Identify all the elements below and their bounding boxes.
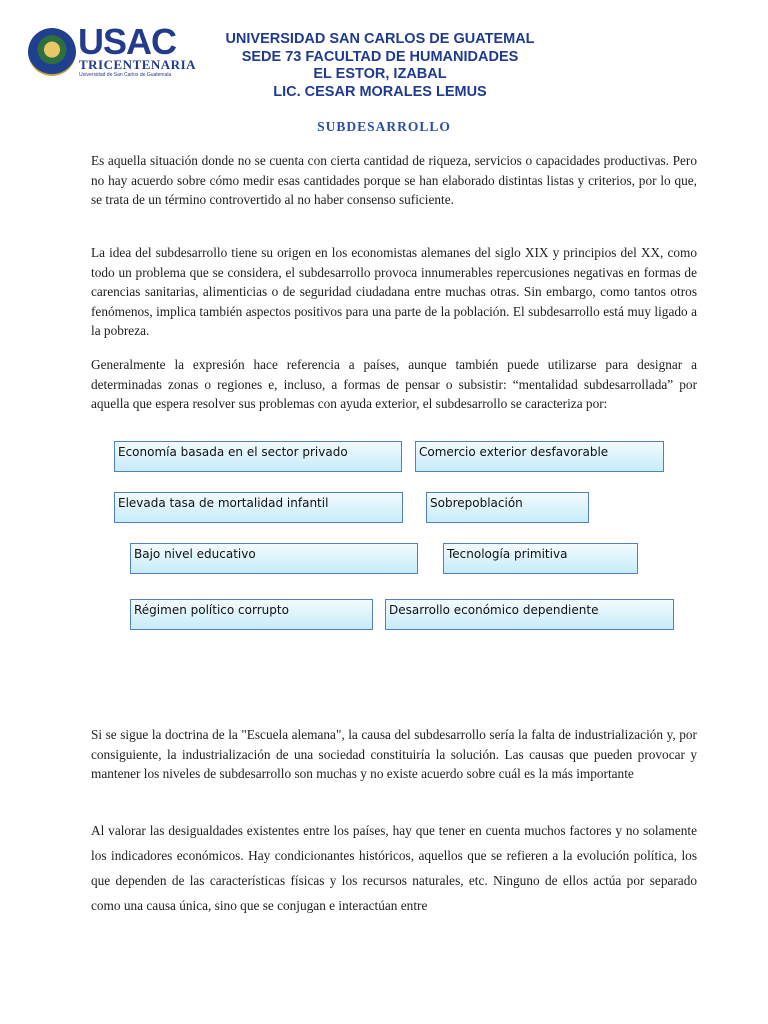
characteristic-box: Economía basada en el sector privado — [114, 441, 402, 472]
paragraph-definition: Es aquella situación donde no se cuenta con cierta cantidad de riqueza, servicios o capacidades productivas. Pero no hay acuerdo sobre cómo medir esas cantidades porque se han elaborado distintas listas y criterios, por lo que, se trata de un término controvertido al no haber consenso suficiente. — [91, 153, 697, 207]
university-seal-icon — [28, 28, 76, 76]
usac-logo — [28, 21, 197, 82]
characteristic-box: Elevada tasa de mortalidad infantil — [114, 492, 403, 523]
characteristic-box: Tecnología primitiva — [443, 543, 638, 574]
document-header — [180, 31, 580, 101]
paragraph-expression: Generalmente la expresión hace referencia a países, aunque también puede utilizarse para designar a determinadas zonas o regiones e, incluso, a formas de pensar o subsistir: “mentalidad subdesarrollada” por aquella que espera resolver sus problemas con ayuda exterior, el subdesarrollo se caracteriza por: — [91, 357, 697, 411]
characteristic-box: Régimen político corrupto — [130, 599, 373, 630]
logo-tagline: Universidad de San Carlos de Guatemala — [79, 72, 172, 78]
logo-name: USAC — [78, 21, 177, 62]
header-faculty: SEDE 73 FACULTAD DE HUMANIDADES — [241, 48, 519, 65]
header-university: UNIVERSIDAD SAN CARLOS DE GUATEMAL — [225, 31, 535, 47]
paragraph-origin: La idea del subdesarrollo tiene su origen en los economistas alemanes del siglo XIX y principios del XX, como todo un problema que se considera, el subdesarrollo provoca innumerables repercusiones negativas en formas de carencias sanitarias, alimenticias o de seguridad ciudadana entre muchas otras. Sin embargo, como tantos otros fenómenos, implica también aspectos positivos para una parte de la población. El subdesarrollo está muy ligado a la pobreza. — [91, 245, 697, 338]
characteristic-box: Desarrollo económico dependiente — [385, 599, 674, 630]
document-title: SUBDESARROLLO — [317, 119, 451, 134]
header-location: EL ESTOR, IZABAL — [313, 66, 447, 82]
header-author: LIC. CESAR MORALES LEMUS — [273, 83, 487, 100]
characteristic-box: Sobrepoblación — [426, 492, 589, 523]
characteristic-box: Comercio exterior desfavorable — [415, 441, 664, 472]
characteristic-box: Bajo nivel educativo — [130, 543, 418, 574]
logo-subtitle: TRICENTENARIA — [79, 57, 197, 72]
paragraph-inequalities: Al valorar las desigualdades existentes entre los países, hay que tener en cuenta muchos factores y no solamente los indicadores económicos. Hay condicionantes históricos, aquellos que se refieren a la evolución política, los que dependen de las características físicas y los recursos naturales, etc. Ninguno de ellos actúa por separado como una causa única, sino que se conjugan e interactúan entre — [91, 823, 697, 913]
paragraph-causes: Si se sigue la doctrina de la "Escuela alemana", la causa del subdesarrollo sería la falta de industrialización y, por consiguiente, la industrialización de una sociedad constituiría la solución. Las causas que pueden provocar y mantener los niveles de subdesarrollo son muchas y no existe acuerdo sobre cuál es la más importante — [91, 727, 697, 781]
